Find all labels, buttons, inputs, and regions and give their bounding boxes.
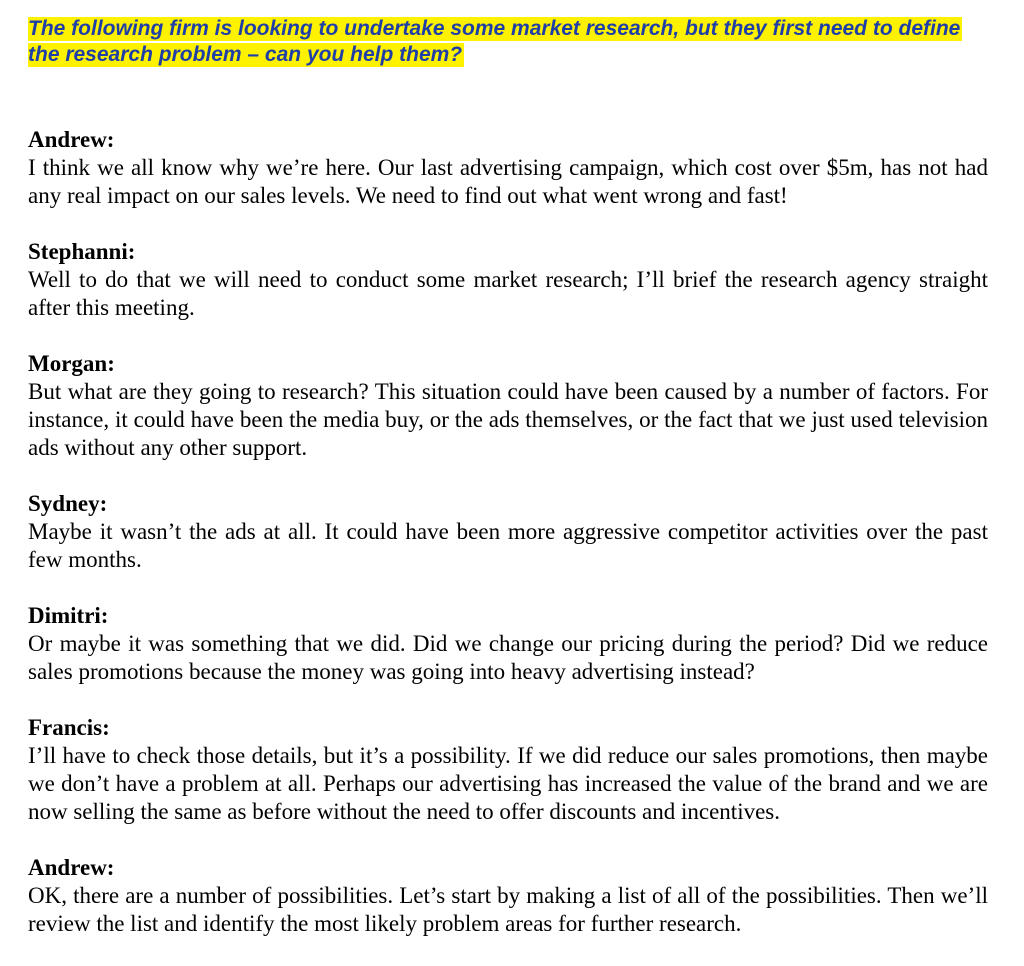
dialogue-turn — [28, 490, 988, 574]
speaker-name: Stephanni: — [28, 239, 136, 264]
document-page — [28, 16, 988, 966]
highlighted-prompt — [28, 16, 988, 68]
speaker-name: Andrew: — [28, 855, 115, 880]
speech-text: But what are they going to research? This situation could have been caused by a number of factors. For instance, it could have been the media buy, or the ads themselves, or the fact that we just used television ads without any other support. — [28, 379, 988, 460]
speaker-name: Morgan: — [28, 351, 115, 376]
speech-text: Well to do that we will need to conduct some market research; I’ll brief the research agency straight after this meeting. — [28, 267, 988, 320]
dialogue-turn — [28, 126, 988, 210]
speaker-name: Dimitri: — [28, 603, 109, 628]
speech-text: OK, there are a number of possibilities. Let’s start by making a list of all of the possibilities. Then we’ll review the list and identify the most likely problem areas for further research. — [28, 883, 988, 936]
dialogue-turn — [28, 714, 988, 826]
speech-text: I think we all know why we’re here. Our last advertising campaign, which cost over $5m, has not had any real impact on our sales levels. We need to find out what went wrong and fast! — [28, 155, 988, 208]
speech-text: I’ll have to check those details, but it’s a possibility. If we did reduce our sales promotions, then maybe we don’t have a problem at all. Perhaps our advertising has increased the value of the brand and we are now selling the same as before without the need to offer discounts and incentives. — [28, 743, 988, 824]
speech-text: Maybe it wasn’t the ads at all. It could have been more aggressive competitor activities over the past few months. — [28, 519, 988, 572]
speaker-name: Andrew: — [28, 127, 115, 152]
prompt-text: The following firm is looking to undertake some market research, but they first need to define the research problem – can you help them? — [28, 17, 961, 66]
dialogue-turn — [28, 238, 988, 322]
dialogue-turn — [28, 854, 988, 938]
speech-text: Or maybe it was something that we did. Did we change our pricing during the period? Did we reduce sales promotions because the money was going into heavy advertising instead? — [28, 631, 988, 684]
dialogue-turn — [28, 602, 988, 686]
speaker-name: Sydney: — [28, 491, 108, 516]
dialogue-turn — [28, 350, 988, 462]
speaker-name: Francis: — [28, 715, 110, 740]
dialogue — [28, 126, 988, 938]
